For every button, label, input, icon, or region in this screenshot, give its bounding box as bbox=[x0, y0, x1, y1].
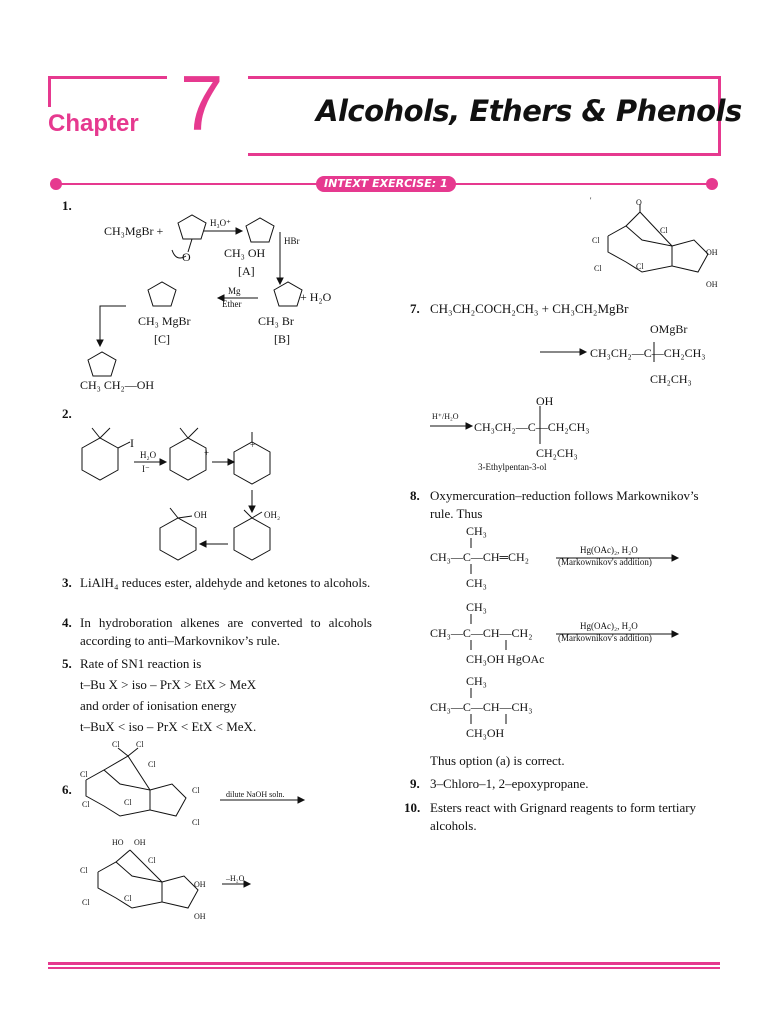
chapter-label: Chapter bbox=[48, 110, 139, 137]
reaction-text: CH₃CH₂COCH₂CH₃ + CH₃CH₂MgBr bbox=[430, 301, 629, 316]
answer-text: Esters react with Grignard reagents to form tertiary alcohols. bbox=[430, 800, 697, 833]
reactant-text: CH₃MgBr + bbox=[104, 224, 164, 238]
chloro-label: Cl bbox=[592, 236, 600, 245]
charge-label: + bbox=[250, 440, 256, 450]
exercise-label: INTEXT EXERCISE: 1 bbox=[316, 176, 456, 192]
byproduct-text: + H₂O bbox=[300, 290, 332, 304]
question-number: 5. bbox=[62, 656, 72, 671]
chloro-label: Cl bbox=[80, 770, 88, 779]
hydroxyl-label: OH bbox=[536, 394, 554, 408]
question-number: 8. bbox=[410, 488, 420, 503]
answer-text: and order of ionisation energy bbox=[80, 698, 237, 713]
question-number: 7. bbox=[410, 301, 420, 316]
reagent-label: Hg(OAc)₂, H₂O bbox=[580, 545, 638, 555]
question-number: 6. bbox=[62, 782, 72, 797]
stray-mark: ' bbox=[590, 196, 592, 205]
hydroxyl-label: OH bbox=[194, 880, 206, 889]
reagent-label: H⁺/H₂O bbox=[432, 412, 459, 421]
chloro-label: Cl bbox=[124, 894, 132, 903]
answer-text: In hydroboration alkenes are converted to alcohols according to anti–Markovnikov’s rule. bbox=[80, 615, 372, 648]
answer-text: t–BuX < iso – PrX < EtX < MeX. bbox=[80, 719, 257, 734]
question-number: 9. bbox=[410, 776, 420, 791]
substituent-label: CH₃OH HgOAc bbox=[466, 652, 545, 666]
alcohol-label: CH₃ OH bbox=[224, 246, 266, 260]
ethyl-group: CH₂CH₃ bbox=[536, 446, 578, 460]
chloro-label: Cl bbox=[192, 818, 200, 827]
chloro-label: Cl bbox=[82, 898, 90, 907]
footer-rule bbox=[48, 967, 720, 969]
reagent-label: Ether bbox=[222, 299, 242, 309]
ketone-oxygen: O bbox=[182, 250, 191, 264]
reagent-label: Hg(OAc)₂, H₂O bbox=[580, 621, 638, 631]
chloro-label: Cl bbox=[136, 740, 144, 749]
hydroxyl-label: OH bbox=[706, 248, 718, 257]
chloro-label: Cl bbox=[82, 800, 90, 809]
answer-text: Oxymercuration–reduction follows Markownikov’s rule. Thus bbox=[430, 488, 699, 521]
methyl-label: CH₃ bbox=[466, 576, 487, 590]
compound-a: [A] bbox=[238, 264, 255, 278]
question-number: 4. bbox=[62, 615, 72, 630]
reagent-label: Mg bbox=[228, 286, 241, 296]
chapter-number: 7 bbox=[180, 59, 224, 147]
question-number: 10. bbox=[404, 800, 421, 815]
hydroxyl-label: OH bbox=[194, 912, 206, 921]
answer-text: LiAlH₄ reduces ester, aldehyde and ketones to alcohols. bbox=[80, 575, 371, 590]
answer-text: 3–Chloro–1, 2–epoxypropane. bbox=[430, 776, 589, 791]
reagent-label: H₃O⁺ bbox=[210, 218, 231, 228]
chloro-label: Cl bbox=[636, 262, 644, 271]
reagent-label: HBr bbox=[284, 236, 300, 246]
intermediate-chain: CH₃—C—CH—CH₂ bbox=[430, 626, 533, 640]
chloro-label: Cl bbox=[660, 226, 668, 235]
grignard-label: CH₃ MgBr bbox=[138, 314, 191, 328]
answer-text: t–Bu X > iso – PrX > EtX > MeX bbox=[80, 677, 257, 692]
oxo-label: O bbox=[636, 198, 642, 207]
hydroxyl-label: HO bbox=[112, 838, 124, 847]
answer-text: Rate of SN1 reaction is bbox=[80, 656, 202, 671]
final-product: CH₃ CH₂—OH bbox=[80, 378, 155, 392]
methyl-label: CH₃ bbox=[466, 524, 487, 538]
chloro-label: Cl bbox=[80, 866, 88, 875]
chloro-label: Cl bbox=[594, 264, 602, 273]
footer-rule bbox=[48, 962, 720, 965]
iodo-label: I bbox=[130, 436, 134, 450]
alkene-chain: CH₃—C—CH═CH₂ bbox=[430, 550, 529, 564]
product-chain: CH₃CH₂—C—CH₂CH₃ bbox=[474, 420, 590, 434]
question-number: 2. bbox=[62, 406, 72, 421]
answer-text: Thus option (a) is correct. bbox=[430, 753, 565, 768]
oxonium-label: OH₂ bbox=[264, 510, 281, 520]
substituent-label: CH₃OH bbox=[466, 726, 505, 740]
bromide-label: CH₃ Br bbox=[258, 314, 294, 328]
page-title: Alcohols, Ethers & Phenols bbox=[316, 94, 742, 128]
compound-c: [C] bbox=[154, 332, 170, 346]
question-number: 3. bbox=[62, 575, 72, 590]
chloro-label: Cl bbox=[124, 798, 132, 807]
hydroxyl-label: OH bbox=[194, 510, 207, 520]
ethyl-group: CH₂CH₃ bbox=[650, 372, 692, 386]
hydroxyl-label: OH bbox=[134, 838, 146, 847]
product-chain: CH₃—C—CH—CH₃ bbox=[430, 700, 533, 714]
intermediate-chain: CH₃CH₂—C—CH₂CH₃ bbox=[590, 346, 706, 360]
chloro-label: Cl bbox=[148, 856, 156, 865]
product-name: 3-Ethylpentan-3-ol bbox=[478, 462, 547, 472]
hydroxyl-label: OH bbox=[706, 280, 718, 289]
reagent-label: I⁻ bbox=[142, 464, 150, 474]
reagent-label: H₂O bbox=[140, 450, 157, 460]
methyl-label: CH₃ bbox=[466, 600, 487, 614]
chloro-label: Cl bbox=[192, 786, 200, 795]
compound-b: [B] bbox=[274, 332, 290, 346]
alkoxide-label: OMgBr bbox=[650, 322, 688, 336]
charge-label: + bbox=[204, 448, 210, 458]
reagent-label: dilute NaOH soln. bbox=[226, 790, 285, 799]
methyl-label: CH₃ bbox=[466, 674, 487, 688]
chloro-label: Cl bbox=[148, 760, 156, 769]
condition-label: (Markownikov's addition) bbox=[558, 557, 652, 567]
chloro-label: Cl bbox=[112, 740, 120, 749]
question-number: 1. bbox=[62, 198, 72, 213]
condition-label: (Markownikov's addition) bbox=[558, 633, 652, 643]
reagent-label: –H₂O bbox=[226, 874, 245, 883]
